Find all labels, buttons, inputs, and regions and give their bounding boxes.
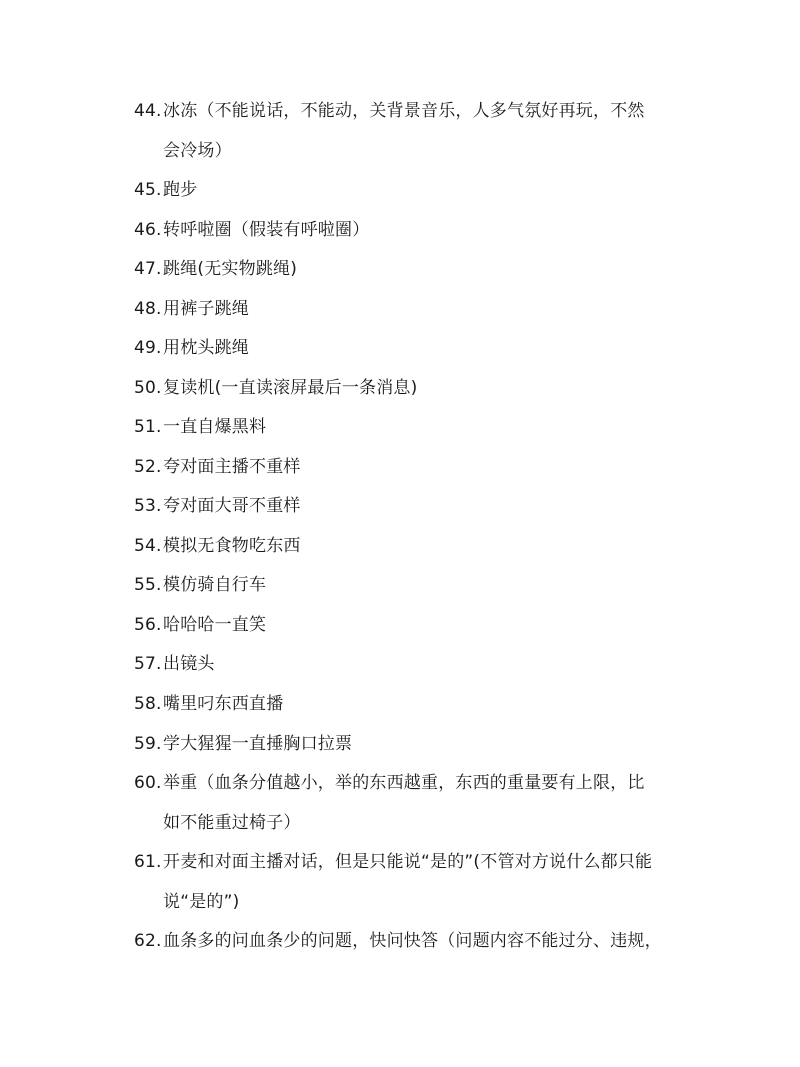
item-text: 转呼啦圈（假装有呼啦圈）	[163, 220, 370, 240]
item-text: 用枕头跳绳	[163, 338, 249, 358]
item-number: 59.	[134, 734, 162, 754]
item-number: 45.	[134, 180, 162, 200]
item-number: 61.	[134, 852, 162, 872]
item-number: 47.	[134, 259, 162, 279]
item-text: 学大猩猩一直捶胸口拉票	[163, 734, 353, 754]
item-text: 夸对面主播不重样	[163, 457, 301, 477]
item-text: 夸对面大哥不重样	[163, 496, 301, 516]
item-number: 57.	[134, 654, 162, 674]
item-number: 51.	[134, 417, 162, 437]
item-text: 跑步	[163, 180, 198, 200]
item-number: 49.	[134, 338, 162, 358]
item-number: 62.	[134, 931, 162, 951]
item-text: 跳绳(无实物跳绳)	[163, 259, 298, 279]
item-text: 一直自爆黑料	[163, 417, 267, 437]
item-text: 血条多的问血条少的问题，快问快答（问题内容不能过分、违规，	[163, 931, 662, 951]
item-number: 55.	[134, 575, 162, 595]
item-number: 60.	[134, 773, 162, 793]
item-text: 哈哈哈一直笑	[163, 615, 267, 635]
item-number: 56.	[134, 615, 162, 635]
item-number: 54.	[134, 536, 162, 556]
item-text: 冰冻（不能说话，不能动，关背景音乐，人多气氛好再玩，不然	[163, 101, 645, 121]
item-text-continuation: 说“是的”)	[163, 892, 240, 912]
item-number: 58.	[134, 694, 162, 714]
item-text: 嘴里叼东西直播	[163, 694, 284, 714]
item-text: 出镜头	[163, 654, 215, 674]
item-text: 开麦和对面主播对话，但是只能说“是的”(不管对方说什么都只能	[163, 852, 653, 872]
item-number: 50.	[134, 378, 162, 398]
item-text: 举重（血条分值越小，举的东西越重，东西的重量要有上限，比	[163, 773, 645, 793]
item-text: 复读机(一直读滚屏最后一条消息)	[163, 378, 418, 398]
item-number: 48.	[134, 299, 162, 319]
item-number: 46.	[134, 220, 162, 240]
item-number: 44.	[134, 101, 162, 121]
item-text: 模仿骑自行车	[163, 575, 267, 595]
item-text: 模拟无食物吃东西	[163, 536, 301, 556]
item-text: 用裤子跳绳	[163, 299, 249, 319]
item-text-continuation: 会冷场）	[163, 141, 232, 161]
item-number: 52.	[134, 457, 162, 477]
item-text-continuation: 如不能重过椅子）	[163, 813, 301, 833]
item-number: 53.	[134, 496, 162, 516]
